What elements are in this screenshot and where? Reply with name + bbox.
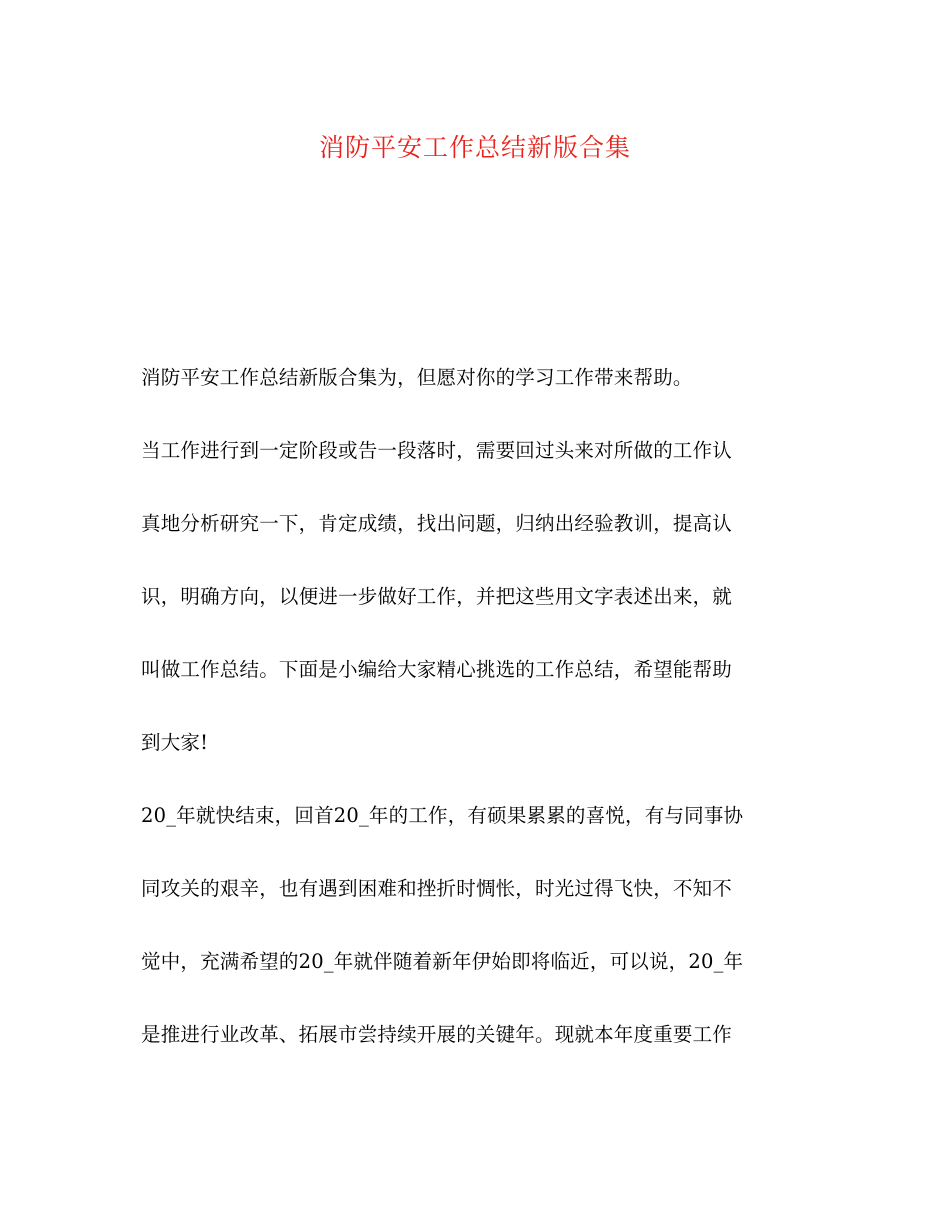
body-line: 消防平安工作总结新版合集为，但愿对你的学习工作带来帮助。 xyxy=(141,366,693,389)
body-line: 叫做工作总结。下面是小编给大家精心挑选的工作总结，希望能帮助 xyxy=(141,658,733,681)
body-line: 觉中，充满希望的20_年就伴随着新年伊始即将临近，可以说，20_年 xyxy=(141,950,744,973)
body-line: 同攻关的艰辛，也有遇到困难和挫折时惆怅，时光过得飞快，不知不 xyxy=(141,877,733,900)
body-line: 真地分析研究一下，肯定成绩，找出问题，归纳出经验教训，提高认 xyxy=(141,512,733,535)
body-line: 到大家! xyxy=(141,731,209,754)
body-line: 识，明确方向，以便进一步做好工作，并把这些用文字表述出来，就 xyxy=(141,585,733,608)
body-line: 20_年就快结束，回首20_年的工作，有硕果累累的喜悦，有与同事协 xyxy=(141,804,744,827)
document-title: 消防平安工作总结新版合集 xyxy=(318,133,631,162)
document-body xyxy=(141,358,811,1088)
body-line: 当工作进行到一定阶段或告一段落时，需要回过头来对所做的工作认 xyxy=(141,439,733,462)
body-line: 是推进行业改革、拓展市尝持续开展的关键年。现就本年度重要工作 xyxy=(141,1023,733,1046)
